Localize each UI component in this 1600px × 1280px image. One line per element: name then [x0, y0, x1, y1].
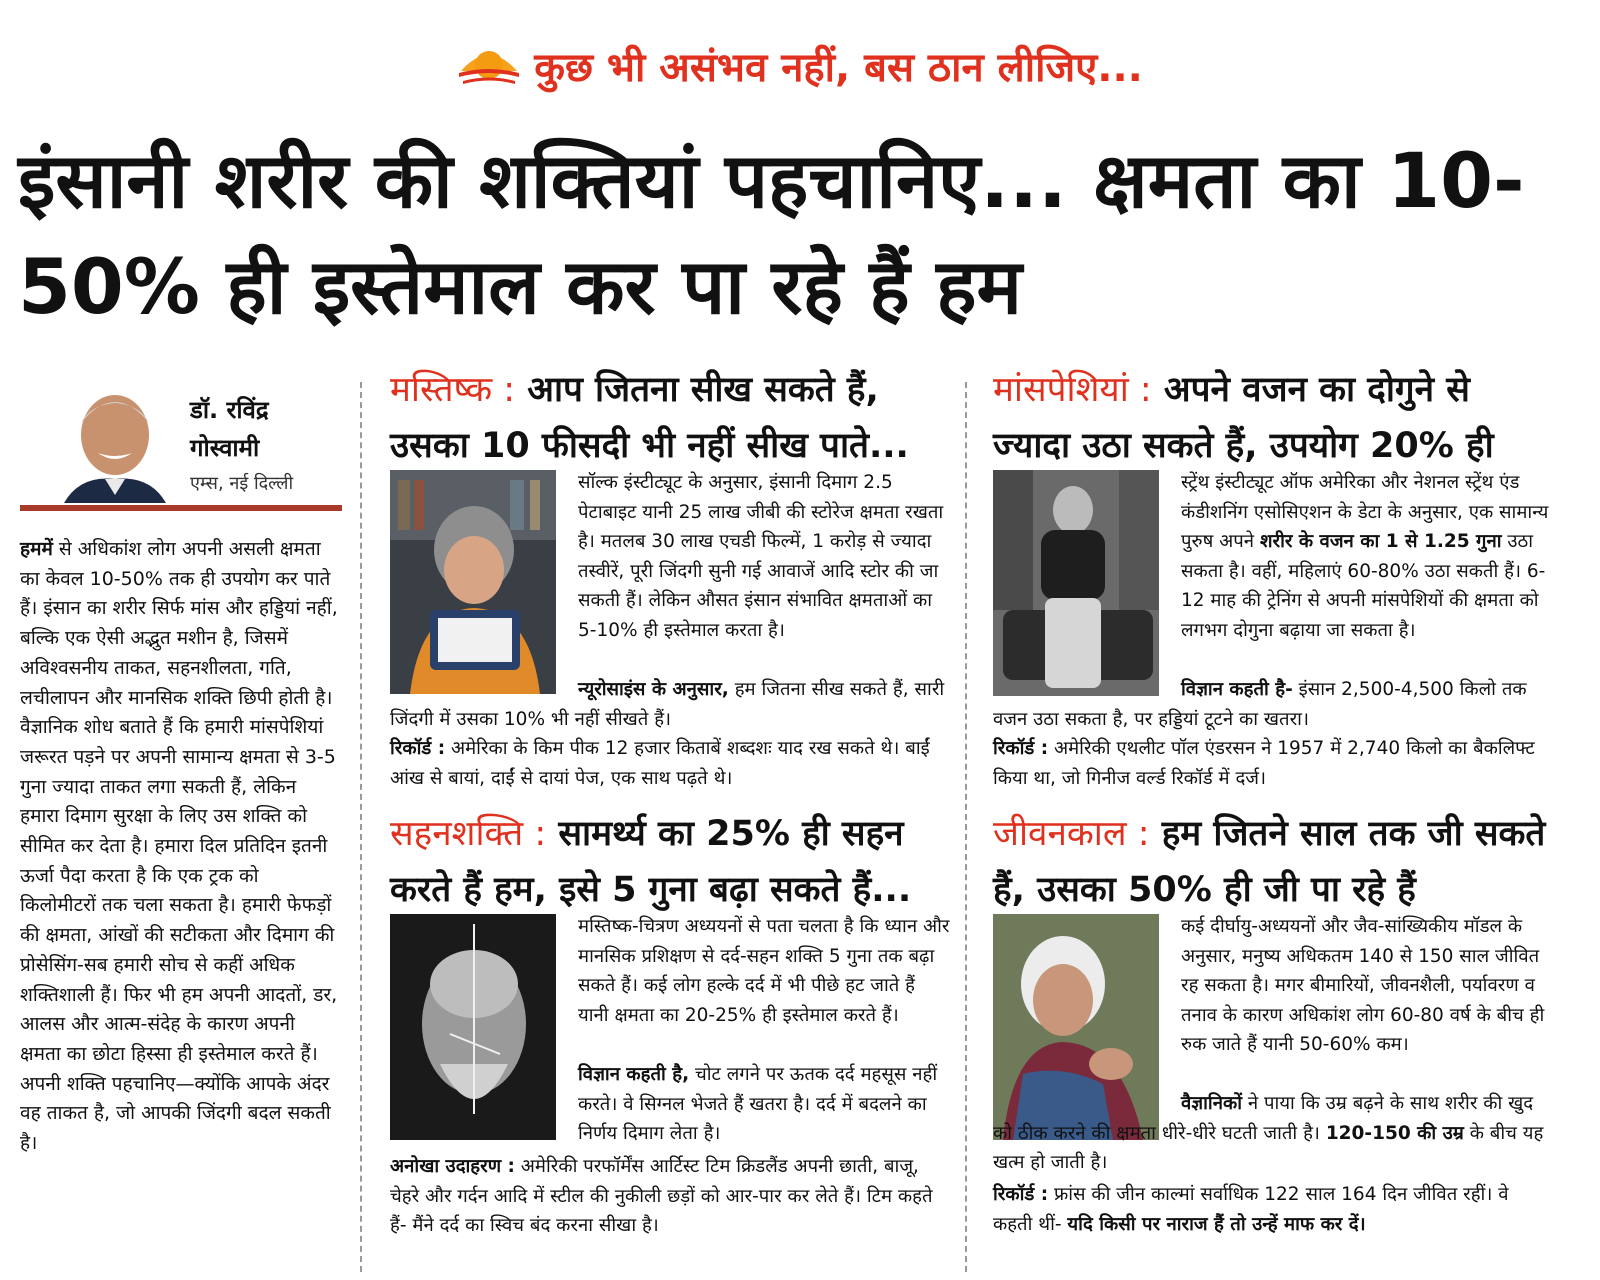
lead-paragraph: हममें से अधिकांश लोग अपनी असली क्षमता का केवल 10-50% तक ही उपयोग कर पाते हैं। इंसान का शरीर सिर्फ मांस और हड्डियां नहीं, बल्कि एक ऐसी अद्भुत मशीन है, जिसमें अविश्वसनीय ताकत, सहनशीलता, गति, लचीलापन और मानसिक शक्ति छिपी होती है। वैज्ञानिक शोध बताते हैं कि हमारी मांसपेशियां जरूरत पड़ने पर अपनी सामान्य क्षमता से 3-5 गुना ज्यादा ताकत लगा सकती हैं, लेकिन हमारा दिमाग सुरक्षा के लिए उस शक्ति को सीमित कर देता है। हमारा दिल प्रतिदिन इतनी ऊर्जा पैदा करता है कि एक ट्रक को किलोमीटरों तक चला सकता है। हमारी फेफड़ों की क्षमता, आंखों की सटीकता और दिमाग की प्रोसेसिंग-सब हमारी सोच से कहीं अधिक शक्तिशाली हैं। फिर भी हम अपनी आदतों, डर, आलस और आत्म-संदेह के कारण अपनी क्षमता का छोटा हिस्सा ही इस्तेमाल करते हैं। अपनी शक्ति पहचानिए—क्योंकि आपके अंदर वह ताकत है, जो आपकी जिंदगी बदल सकती है। — [20, 538, 338, 1155]
column-divider-2 — [965, 382, 967, 1272]
section-endurance-heading: सहनशक्ति : सामर्थ्य का 25% ही सहन करते हैं हम, इसे 5 गुना बढ़ा सकते हैं... — [390, 814, 912, 910]
author-block — [20, 383, 340, 515]
muscles-body-p2: विज्ञान कहती है- इंसान 2,500-4,500 किलो तक वजन उठा सकता है, पर हड्डियां टूटने का खतरा। — [993, 679, 1527, 730]
endurance-section-photo — [390, 914, 556, 1140]
muscles-section-photo — [993, 470, 1159, 696]
section-brain-heading: मस्तिष्क : आप जितना सीख सकते हैं, उसका 10 फीसदी भी नहीं सीख पाते... — [390, 370, 909, 466]
lifespan-body-p2: वैज्ञानिकों ने पाया कि उम्र बढ़ने के साथ शरीर की खुद को ठीक करने की क्षमता धीरे-धीरे घटती जाती है। 120-150 की उम्र के बीच यह खत्म हो जाती है। — [993, 1093, 1544, 1173]
section-lifespan-heading: जीवनकाल : हम जितने साल तक जी सकते हैं, उसका 50% ही जी पा रहे हैं — [993, 814, 1546, 910]
column-divider-1 — [360, 382, 362, 1272]
brain-body-p2: न्यूरोसाइंस के अनुसार, हम जितना सीख सकते हैं, सारी जिंदगी में उसका 10% भी नहीं सीखते हैं। — [390, 679, 945, 730]
brain-body-p1: सॉल्क इंस्टीट्यूट के अनुसार, इंसानी दिमाग 2.5 पेटाबाइट यानी 25 लाख जीबी की स्टोरेज क्षमता रखता है। मतलब 30 लाख एचडी फिल्में, 1 करोड़ से ज्यादा तस्वीरें, पूरी जिंदगी सुनी गई आवाजें आदि स्टोर की जा सकती हैं। लेकिन औसत इंसान संभावित क्षमताओं का 5-10% ही इस्तेमाल करता है। — [578, 472, 944, 641]
endurance-example: अनोखा उदाहरण : अमेरिकी परफॉर्मेंस आर्टिस्ट टिम क्रिडलैंड अपनी छाती, बाजू, चेहरे और गर्दन आदि में स्टील की नुकीली छड़ों को आर-पार कर लेते हैं। टिम कहते हैं- मैंने दर्द का स्विच बंद करना सीखा है। — [390, 1156, 933, 1236]
muscles-record: रिकॉर्ड : अमेरिकी एथलीट पॉल एंडरसन ने 1957 में 2,740 किलो का बैकलिफ्ट किया था, जो गिनीज वर्ल्ड रिकॉर्ड में दर्ज। — [993, 738, 1535, 789]
lifespan-record: रिकॉर्ड : फ्रांस की जीन काल्मां सर्वाधिक 122 साल 164 दिन जीवित रहीं। वे कहती थीं- यदि किसी पर नाराज हैं तो उन्हें माफ कर दें। — [993, 1184, 1509, 1235]
author-name: डॉ. रविंद्र गोस्वामी — [190, 396, 269, 462]
tagline-text: कुछ भी असंभव नहीं, बस ठान लीजिए... — [534, 45, 1143, 91]
brain-section-photo — [390, 470, 556, 694]
section-muscles-heading: मांसपेशियां : अपने वजन का दोगुने से ज्यादा उठा सकते हैं, उपयोग 20% ही — [993, 370, 1494, 466]
lifespan-body-p1: कई दीर्घायु-अध्ययनों और जैव-सांख्यिकीय मॉडल के अनुसार, मनुष्य अधिकतम 140 से 150 साल जीवित रह सकता है। मगर बीमारियों, जीवनशैली, पर्यावरण व तनाव के कारण अधिकांश लोग 60-80 वर्ष के बीच ही रुक जाते हैं यानी 50-60% कम। — [1181, 916, 1545, 1055]
muscles-body-p1: स्ट्रेंथ इंस्टीट्यूट ऑफ अमेरिका और नेशनल स्ट्रेंथ एंड कंडीशनिंग एसोसिएशन के डेटा के अनुसार, एक सामान्य पुरुष अपने शरीर के वजन का 1 से 1.25 गुना उठा सकता है। वहीं, महिलाएं 60-80% उठा सकती हैं। 6-12 माह की ट्रेनिंग से अपनी मांसपेशियों की क्षमता को लगभग दोगुना बढ़ाया जा सकता है। — [1181, 472, 1549, 641]
author-affiliation: एम्स, नई दिल्ली — [190, 473, 294, 494]
endurance-body-p2: विज्ञान कहती है, चोट लगने पर ऊतक दर्द महसूस नहीं करते। वे सिग्नल भेजते हैं खतरा है। दर्द में बदलने का निर्णय दिमाग लेता है। — [578, 1064, 938, 1144]
sun-logo-icon — [457, 41, 521, 91]
brain-record: रिकॉर्ड : अमेरिका के किम पीक 12 हजार किताबें शब्दशः याद रख सकते थे। बाईं आंख से बायां, दाईं से दायां पेज, एक साथ पढ़ते थे। — [390, 738, 930, 789]
page-headline: इंसानी शरीर की शक्तियां पहचानिए... क्षमता का 10-50% ही इस्तेमाल कर पा रहे हैं हम — [18, 136, 1525, 331]
tagline-banner — [0, 38, 1600, 93]
author-photo — [60, 383, 170, 503]
author-underline — [20, 505, 342, 511]
endurance-body-p1: मस्तिष्क-चित्रण अध्ययनों से पता चलता है कि ध्यान और मानसिक प्रशिक्षण से दर्द-सहन शक्ति 5 गुना तक बढ़ा सकते हैं। कई लोग हल्के दर्द में भी पीछे हट जाते हैं यानी क्षमता का 20-25% ही इस्तेमाल करते हैं। — [578, 916, 950, 1026]
